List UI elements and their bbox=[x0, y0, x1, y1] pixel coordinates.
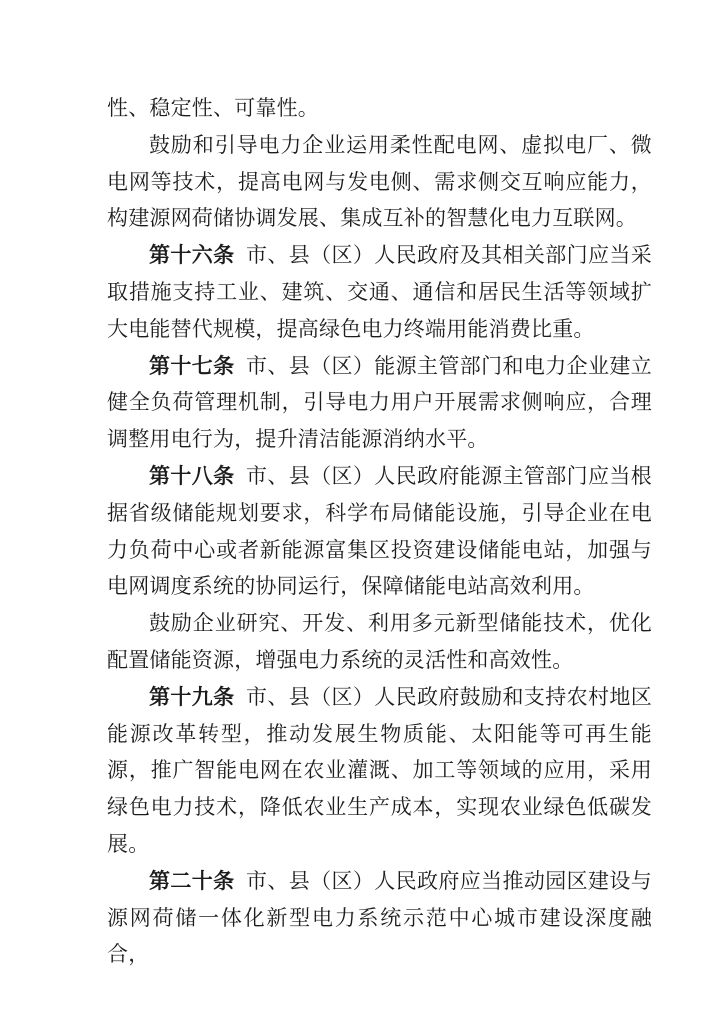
paragraph-text: 鼓励和引导电力企业运用柔性配电网、虚拟电厂、微电网等技术，提高电网与发电侧、需求侧交互响应能力，构建源网荷储协调发展、集成互补的智慧化电力互联网。 bbox=[107, 133, 652, 231]
article-number: 第十九条 bbox=[149, 685, 235, 709]
article-number: 第二十条 bbox=[149, 869, 235, 893]
article-number: 第十六条 bbox=[149, 244, 235, 268]
paragraph-text: 性、稳定性、可靠性。 bbox=[107, 97, 319, 120]
paragraph bbox=[107, 238, 652, 348]
article-number: 第十七条 bbox=[149, 354, 235, 378]
paragraph-text: 鼓励企业研究、开发、利用多元新型储能技术，优化配置储能资源，增强电力系统的灵活性和高效性。 bbox=[107, 612, 652, 672]
document-body bbox=[107, 91, 652, 974]
article-number: 第十八条 bbox=[149, 464, 235, 488]
paragraph-text: 市、县（区）人民政府及其相关部门应当采取措施支持工业、建筑、交通、通信和居民生活等领域扩大电能替代规模，提高绿色电力终端用能消费比重。 bbox=[107, 244, 652, 341]
paragraph bbox=[107, 459, 652, 606]
paragraph bbox=[107, 349, 652, 459]
paragraph bbox=[107, 91, 652, 128]
paragraph-text: 市、县（区）人民政府应当推动园区建设与源网荷储一体化新型电力系统示范中心城市建设深度融合， bbox=[107, 869, 652, 967]
paragraph bbox=[107, 680, 652, 864]
paragraph-text: 市、县（区）能源主管部门和电力企业建立健全负荷管理机制，引导电力用户开展需求侧响应，合理调整用电行为，提升清洁能源消纳水平。 bbox=[107, 354, 652, 452]
paragraph bbox=[107, 606, 652, 680]
paragraph-text: 市、县（区）人民政府鼓励和支持农村地区能源改革转型，推动发展生物质能、太阳能等可再生能源，推广智能电网在农业灌溉、加工等领域的应用，采用绿色电力技术，降低农业生产成本，实现农业绿色低碳发展。 bbox=[107, 685, 652, 856]
paragraph bbox=[107, 864, 652, 974]
paragraph bbox=[107, 128, 652, 238]
paragraph-text: 市、县（区）人民政府能源主管部门应当根据省级储能规划要求，科学布局储能设施，引导企业在电力负荷中心或者新能源富集区投资建设储能电站，加强与电网调度系统的协同运行，保障储能电站高效利用。 bbox=[107, 464, 652, 599]
